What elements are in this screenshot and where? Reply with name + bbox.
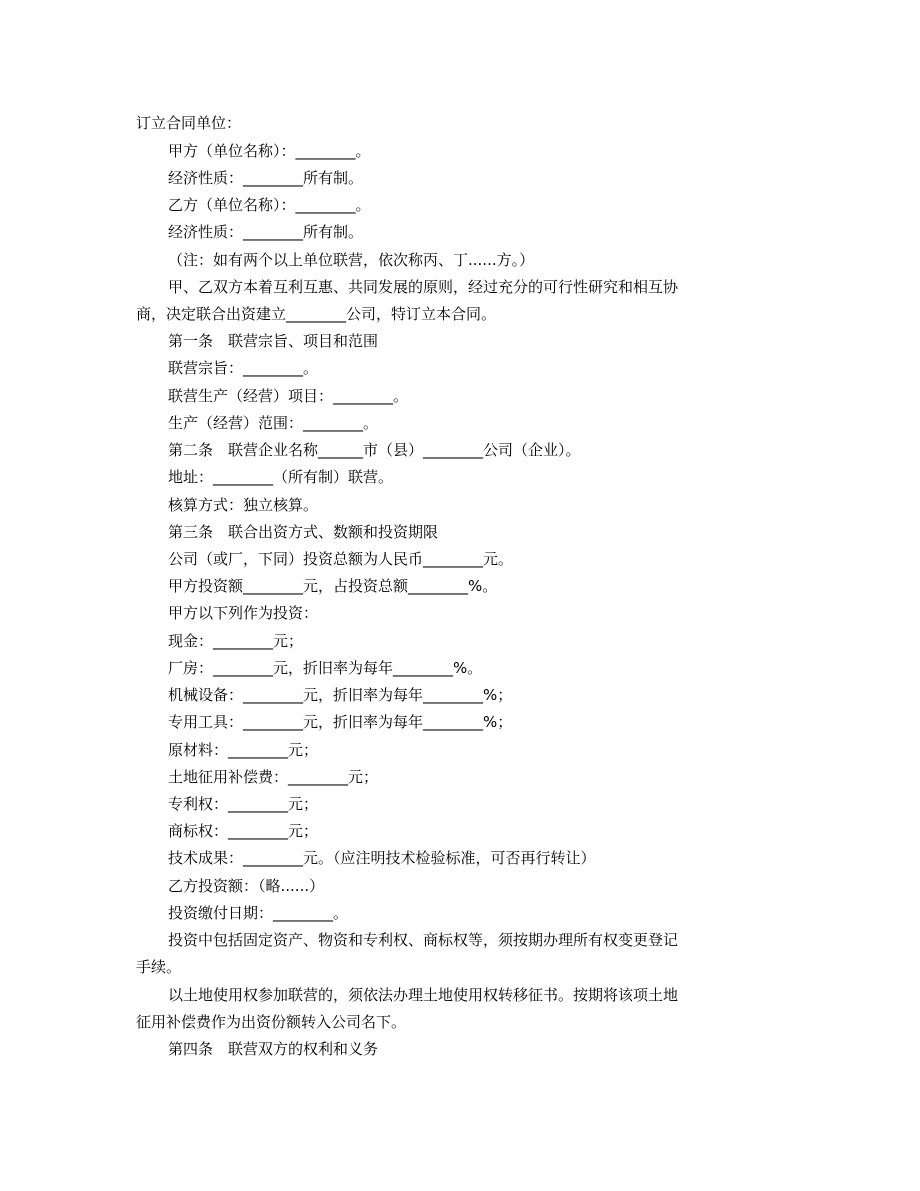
land-use-right-line-2: 征用补偿费作为出资份额转入公司名下。 [136,1013,407,1031]
article-4-title: 第四条 联营双方的权利和义务 [168,1040,379,1058]
note-multiple-parties: （注：如有两个以上单位联营，依次称丙、丁......方。） [168,251,535,269]
party-a-name: 甲方（单位名称）：________。 [168,142,371,160]
investment-payment-date: 投资缴付日期：________。 [168,904,349,922]
production-scope: 生产（经营）范围：________。 [168,414,379,432]
preamble-line-2: 商，决定联合出资建立________公司，特订立本合同。 [136,305,497,323]
item-machinery: 机械设备：________元，折旧率为每年________%； [168,686,513,704]
party-a-investment-amount: 甲方投资额________元，占投资总额________%。 [168,577,498,595]
party-b-investment-amount: 乙方投资额：（略......） [168,877,325,895]
preamble-line-1: 甲、乙双方本着互利互惠、共同发展的原则，经过充分的可行性研究和相互协 [168,278,679,296]
party-b-economic-nature: 经济性质：________所有制。 [168,223,364,241]
land-use-right-line-1: 以土地使用权参加联营的，须依法办理土地使用权转移征书。按期将该项土地 [168,986,679,1004]
address-line: 地址：________（所有制）联营。 [168,468,394,486]
party-a-investment-items-heading: 甲方以下列作为投资： [168,604,319,622]
total-investment: 公司（或厂，下同）投资总额为人民币________元。 [168,550,514,568]
item-land-compensation: 土地征用补偿费：________元； [168,768,379,786]
heading-contract-parties: 订立合同单位： [136,114,242,132]
production-project: 联营生产（经营）项目：________。 [168,387,409,405]
article-2-title: 第二条 联营企业名称______市（县）________公司（企业）。 [168,441,581,459]
item-patent-rights: 专利权：________元； [168,795,319,813]
item-raw-materials: 原材料：________元； [168,741,319,759]
accounting-method: 核算方式：独立核算。 [168,496,319,514]
item-special-tools: 专用工具：________元，折旧率为每年________%； [168,713,513,731]
party-b-name: 乙方（单位名称）：________。 [168,196,371,214]
article-1-title: 第一条 联营宗旨、项目和范围 [168,332,379,350]
item-trademark-rights: 商标权：________元； [168,822,319,840]
item-cash: 现金：________元； [168,632,304,650]
article-3-title: 第三条 联合出资方式、数额和投资期限 [168,523,439,541]
item-technical-results: 技术成果：________元。（应注明技术检验标准，可否再行转让） [168,849,596,867]
joint-venture-purpose: 联营宗旨：________。 [168,359,319,377]
item-factory-building: 厂房：________元，折旧率为每年________%。 [168,659,483,677]
party-a-economic-nature: 经济性质：________所有制。 [168,169,364,187]
ownership-transfer-line-2: 手续。 [136,958,182,976]
ownership-transfer-line-1: 投资中包括固定资产、物资和专利权、商标权等，须按期办理所有权变更登记 [168,931,679,949]
